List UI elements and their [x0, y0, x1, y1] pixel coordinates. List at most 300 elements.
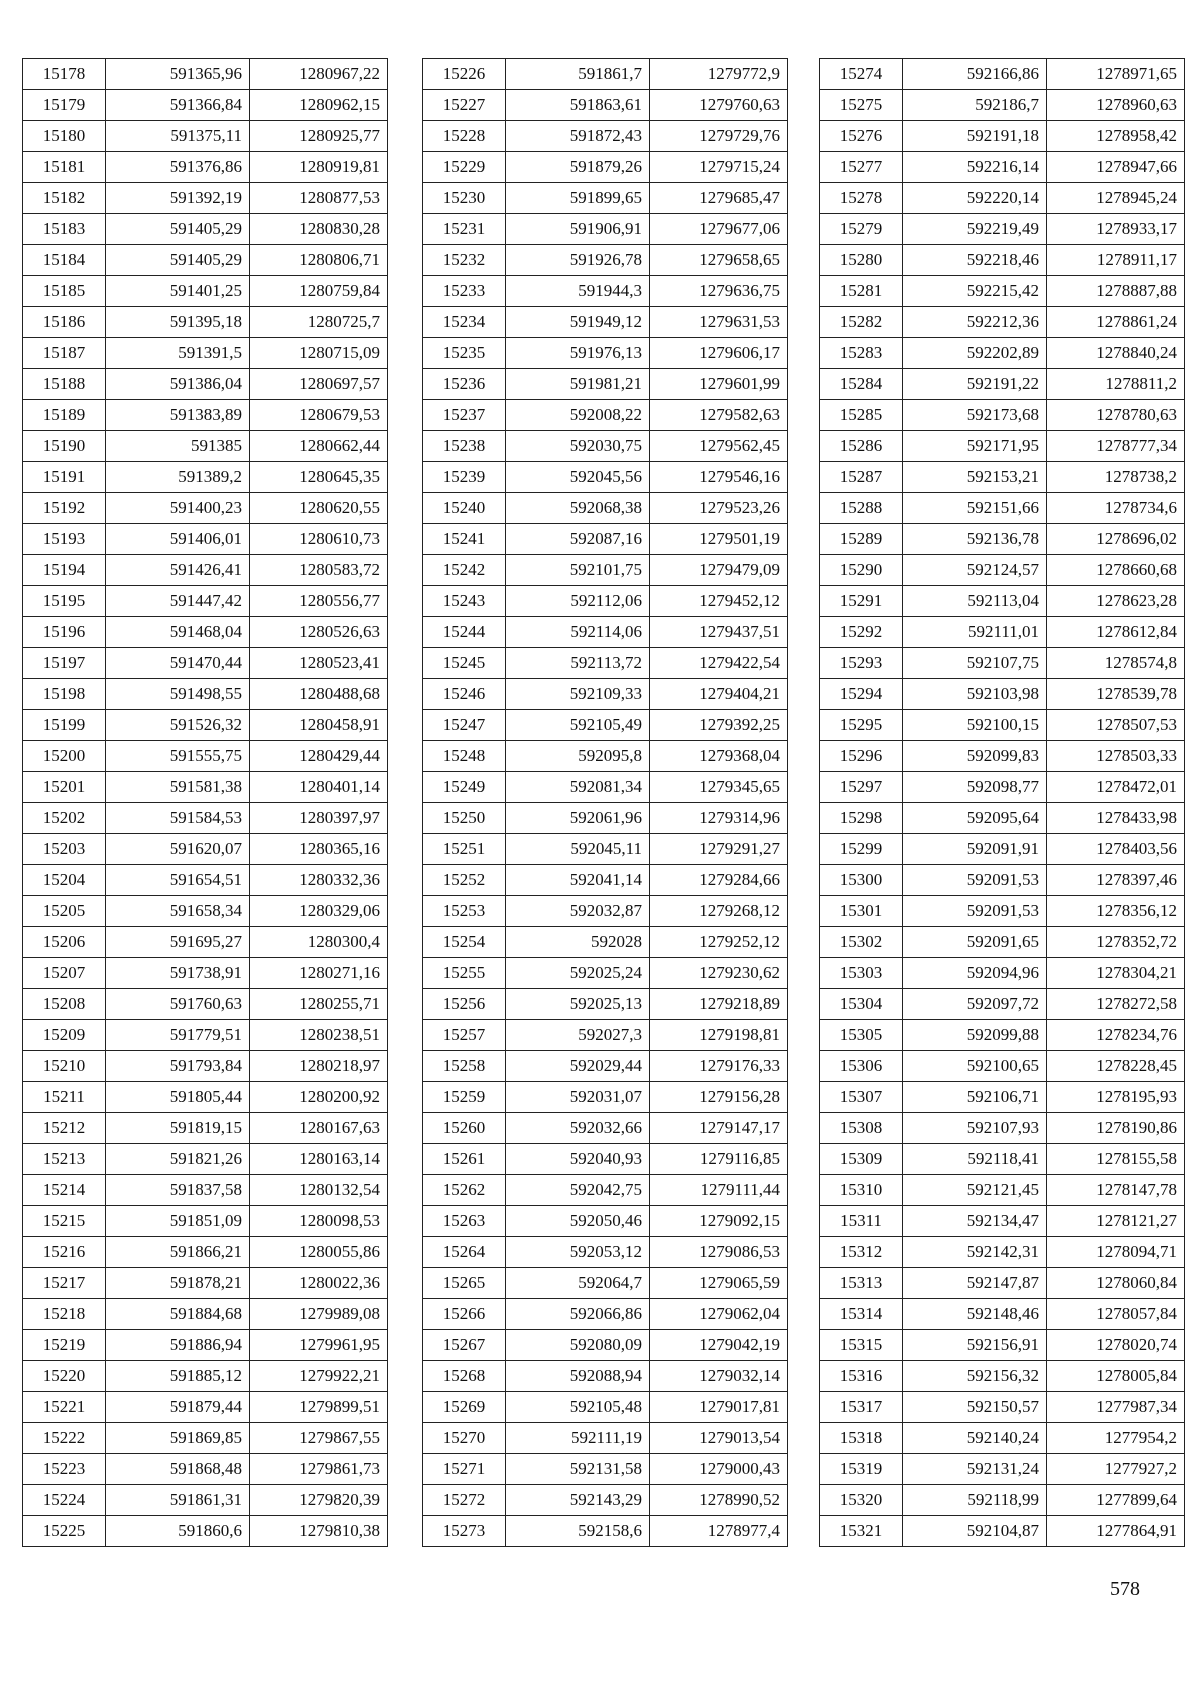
x-coordinate-cell: 592029,44: [506, 1051, 650, 1082]
x-coordinate-cell: 592040,93: [506, 1144, 650, 1175]
point-number-cell: 15197: [23, 648, 106, 679]
y-coordinate-cell: 1277927,2: [1047, 1454, 1185, 1485]
y-coordinate-cell: 1280098,53: [250, 1206, 388, 1237]
table-row: [820, 1175, 1185, 1206]
y-coordinate-cell: 1280662,44: [250, 431, 388, 462]
y-coordinate-cell: 1280715,09: [250, 338, 388, 369]
table-row: [423, 1268, 788, 1299]
y-coordinate-cell: 1279989,08: [250, 1299, 388, 1330]
x-coordinate-cell: 592061,96: [506, 803, 650, 834]
y-coordinate-cell: 1279111,44: [650, 1175, 788, 1206]
y-coordinate-cell: 1278433,98: [1047, 803, 1185, 834]
x-coordinate-cell: 591868,48: [106, 1454, 250, 1485]
point-number-cell: 15221: [23, 1392, 106, 1423]
point-number-cell: 15275: [820, 90, 903, 121]
x-coordinate-cell: 591760,63: [106, 989, 250, 1020]
y-coordinate-cell: 1280238,51: [250, 1020, 388, 1051]
table-row: [23, 1082, 388, 1113]
point-number-cell: 15208: [23, 989, 106, 1020]
point-number-cell: 15310: [820, 1175, 903, 1206]
point-number-cell: 15319: [820, 1454, 903, 1485]
y-coordinate-cell: 1279562,45: [650, 431, 788, 462]
table-row: [23, 1144, 388, 1175]
point-number-cell: 15194: [23, 555, 106, 586]
table-row: [820, 1299, 1185, 1330]
table-row: [23, 90, 388, 121]
table-row: [23, 927, 388, 958]
point-number-cell: 15227: [423, 90, 506, 121]
table-row: [820, 1330, 1185, 1361]
point-number-cell: 15191: [23, 462, 106, 493]
y-coordinate-cell: 1280365,16: [250, 834, 388, 865]
point-number-cell: 15262: [423, 1175, 506, 1206]
y-coordinate-cell: 1280610,73: [250, 524, 388, 555]
point-number-cell: 15211: [23, 1082, 106, 1113]
x-coordinate-cell: 592100,65: [903, 1051, 1047, 1082]
y-coordinate-cell: 1279116,85: [650, 1144, 788, 1175]
point-number-cell: 15291: [820, 586, 903, 617]
x-coordinate-cell: 591405,29: [106, 245, 250, 276]
coordinate-table-1: [22, 58, 388, 1547]
table-row: [820, 276, 1185, 307]
x-coordinate-cell: 592097,72: [903, 989, 1047, 1020]
y-coordinate-cell: 1278397,46: [1047, 865, 1185, 896]
table-row: [820, 1082, 1185, 1113]
y-coordinate-cell: 1279437,51: [650, 617, 788, 648]
y-coordinate-cell: 1280132,54: [250, 1175, 388, 1206]
y-coordinate-cell: 1278840,24: [1047, 338, 1185, 369]
x-coordinate-cell: 591926,78: [506, 245, 650, 276]
point-number-cell: 15308: [820, 1113, 903, 1144]
table-row: [23, 183, 388, 214]
x-coordinate-cell: 591793,84: [106, 1051, 250, 1082]
table-row: [23, 648, 388, 679]
point-number-cell: 15228: [423, 121, 506, 152]
y-coordinate-cell: 1278612,84: [1047, 617, 1185, 648]
table-row: [820, 524, 1185, 555]
y-coordinate-cell: 1279000,43: [650, 1454, 788, 1485]
x-coordinate-cell: 592081,34: [506, 772, 650, 803]
y-coordinate-cell: 1280830,28: [250, 214, 388, 245]
point-number-cell: 15296: [820, 741, 903, 772]
y-coordinate-cell: 1279601,99: [650, 369, 788, 400]
x-coordinate-cell: 591555,75: [106, 741, 250, 772]
point-number-cell: 15178: [23, 59, 106, 90]
point-number-cell: 15206: [23, 927, 106, 958]
table-row: [820, 1361, 1185, 1392]
x-coordinate-cell: 591401,25: [106, 276, 250, 307]
table-row: [820, 679, 1185, 710]
x-coordinate-cell: 591879,44: [106, 1392, 250, 1423]
point-number-cell: 15251: [423, 834, 506, 865]
x-coordinate-cell: 591376,86: [106, 152, 250, 183]
x-coordinate-cell: 591620,07: [106, 834, 250, 865]
table-row: [23, 772, 388, 803]
y-coordinate-cell: 1278005,84: [1047, 1361, 1185, 1392]
table-row: [423, 369, 788, 400]
x-coordinate-cell: 592156,91: [903, 1330, 1047, 1361]
y-coordinate-cell: 1280962,15: [250, 90, 388, 121]
x-coordinate-cell: 591869,85: [106, 1423, 250, 1454]
y-coordinate-cell: 1280620,55: [250, 493, 388, 524]
table-row: [820, 834, 1185, 865]
y-coordinate-cell: 1278696,02: [1047, 524, 1185, 555]
x-coordinate-cell: 591861,7: [506, 59, 650, 90]
x-coordinate-cell: 592095,8: [506, 741, 650, 772]
x-coordinate-cell: 592113,04: [903, 586, 1047, 617]
point-number-cell: 15210: [23, 1051, 106, 1082]
y-coordinate-cell: 1280556,77: [250, 586, 388, 617]
table-row: [423, 276, 788, 307]
y-coordinate-cell: 1278780,63: [1047, 400, 1185, 431]
table-row: [820, 896, 1185, 927]
x-coordinate-cell: 592109,33: [506, 679, 650, 710]
x-coordinate-cell: 592111,19: [506, 1423, 650, 1454]
point-number-cell: 15269: [423, 1392, 506, 1423]
y-coordinate-cell: 1279422,54: [650, 648, 788, 679]
table-row: [23, 679, 388, 710]
y-coordinate-cell: 1279810,38: [250, 1516, 388, 1547]
x-coordinate-cell: 592095,64: [903, 803, 1047, 834]
x-coordinate-cell: 592142,31: [903, 1237, 1047, 1268]
table-row: [23, 493, 388, 524]
point-number-cell: 15280: [820, 245, 903, 276]
x-coordinate-cell: 592131,58: [506, 1454, 650, 1485]
table-row: [820, 1485, 1185, 1516]
y-coordinate-cell: 1279636,75: [650, 276, 788, 307]
x-coordinate-cell: 592148,46: [903, 1299, 1047, 1330]
point-number-cell: 15182: [23, 183, 106, 214]
x-coordinate-cell: 592124,57: [903, 555, 1047, 586]
point-number-cell: 15268: [423, 1361, 506, 1392]
x-coordinate-cell: 592105,48: [506, 1392, 650, 1423]
point-number-cell: 15233: [423, 276, 506, 307]
point-number-cell: 15281: [820, 276, 903, 307]
point-number-cell: 15315: [820, 1330, 903, 1361]
point-number-cell: 15189: [23, 400, 106, 431]
x-coordinate-cell: 592091,91: [903, 834, 1047, 865]
x-coordinate-cell: 591851,09: [106, 1206, 250, 1237]
y-coordinate-cell: 1280488,68: [250, 679, 388, 710]
table-row: [820, 1051, 1185, 1082]
y-coordinate-cell: 1279392,25: [650, 710, 788, 741]
table-row: [23, 214, 388, 245]
point-number-cell: 15229: [423, 152, 506, 183]
x-coordinate-cell: 592107,93: [903, 1113, 1047, 1144]
x-coordinate-cell: 592028: [506, 927, 650, 958]
y-coordinate-cell: 1279606,17: [650, 338, 788, 369]
point-number-cell: 15236: [423, 369, 506, 400]
table-row: [820, 1237, 1185, 1268]
y-coordinate-cell: 1280925,77: [250, 121, 388, 152]
x-coordinate-cell: 592053,12: [506, 1237, 650, 1268]
point-number-cell: 15259: [423, 1082, 506, 1113]
x-coordinate-cell: 592050,46: [506, 1206, 650, 1237]
point-number-cell: 15200: [23, 741, 106, 772]
table-row: [820, 617, 1185, 648]
table-row: [820, 245, 1185, 276]
table-row: [423, 679, 788, 710]
x-coordinate-cell: 592027,3: [506, 1020, 650, 1051]
x-coordinate-cell: 591976,13: [506, 338, 650, 369]
y-coordinate-cell: 1278195,93: [1047, 1082, 1185, 1113]
point-number-cell: 15187: [23, 338, 106, 369]
y-coordinate-cell: 1280218,97: [250, 1051, 388, 1082]
y-coordinate-cell: 1279368,04: [650, 741, 788, 772]
table-row: [23, 834, 388, 865]
point-number-cell: 15305: [820, 1020, 903, 1051]
y-coordinate-cell: 1279582,63: [650, 400, 788, 431]
y-coordinate-cell: 1280429,44: [250, 741, 388, 772]
table-row: [23, 338, 388, 369]
x-coordinate-cell: 591375,11: [106, 121, 250, 152]
y-coordinate-cell: 1279685,47: [650, 183, 788, 214]
point-number-cell: 15245: [423, 648, 506, 679]
y-coordinate-cell: 1278947,66: [1047, 152, 1185, 183]
x-coordinate-cell: 591468,04: [106, 617, 250, 648]
x-coordinate-cell: 591386,04: [106, 369, 250, 400]
y-coordinate-cell: 1278623,28: [1047, 586, 1185, 617]
point-number-cell: 15311: [820, 1206, 903, 1237]
table-row: [423, 1423, 788, 1454]
table-row: [23, 1423, 388, 1454]
point-number-cell: 15292: [820, 617, 903, 648]
x-coordinate-cell: 592212,36: [903, 307, 1047, 338]
table-row: [820, 59, 1185, 90]
x-coordinate-cell: 591944,3: [506, 276, 650, 307]
point-number-cell: 15263: [423, 1206, 506, 1237]
x-coordinate-cell: 592032,87: [506, 896, 650, 927]
y-coordinate-cell: 1279479,09: [650, 555, 788, 586]
point-number-cell: 15232: [423, 245, 506, 276]
x-coordinate-cell: 591878,21: [106, 1268, 250, 1299]
point-number-cell: 15225: [23, 1516, 106, 1547]
x-coordinate-cell: 591392,19: [106, 183, 250, 214]
x-coordinate-cell: 592121,45: [903, 1175, 1047, 1206]
table-row: [23, 1485, 388, 1516]
y-coordinate-cell: 1279062,04: [650, 1299, 788, 1330]
point-number-cell: 15216: [23, 1237, 106, 1268]
x-coordinate-cell: 591899,65: [506, 183, 650, 214]
point-number-cell: 15257: [423, 1020, 506, 1051]
y-coordinate-cell: 1278734,6: [1047, 493, 1185, 524]
point-number-cell: 15265: [423, 1268, 506, 1299]
point-number-cell: 15239: [423, 462, 506, 493]
table-row: [423, 896, 788, 927]
y-coordinate-cell: 1278094,71: [1047, 1237, 1185, 1268]
y-coordinate-cell: 1278057,84: [1047, 1299, 1185, 1330]
table-row: [423, 214, 788, 245]
table-row: [820, 865, 1185, 896]
x-coordinate-cell: 592186,7: [903, 90, 1047, 121]
x-coordinate-cell: 591581,38: [106, 772, 250, 803]
point-number-cell: 15309: [820, 1144, 903, 1175]
table-row: [423, 152, 788, 183]
point-number-cell: 15235: [423, 338, 506, 369]
point-number-cell: 15203: [23, 834, 106, 865]
x-coordinate-cell: 592087,16: [506, 524, 650, 555]
table-row: [423, 865, 788, 896]
table-row: [23, 1175, 388, 1206]
x-coordinate-cell: 591385: [106, 431, 250, 462]
y-coordinate-cell: 1278574,8: [1047, 648, 1185, 679]
table-row: [820, 586, 1185, 617]
table-row: [423, 1392, 788, 1423]
point-number-cell: 15285: [820, 400, 903, 431]
x-coordinate-cell: 592218,46: [903, 245, 1047, 276]
table-row: [423, 1144, 788, 1175]
y-coordinate-cell: 1280583,72: [250, 555, 388, 586]
table-row: [423, 1051, 788, 1082]
y-coordinate-cell: 1279268,12: [650, 896, 788, 927]
x-coordinate-cell: 592042,75: [506, 1175, 650, 1206]
x-coordinate-cell: 592173,68: [903, 400, 1047, 431]
point-number-cell: 15302: [820, 927, 903, 958]
table-row: [423, 121, 788, 152]
x-coordinate-cell: 591906,91: [506, 214, 650, 245]
x-coordinate-cell: 592140,24: [903, 1423, 1047, 1454]
x-coordinate-cell: 592098,77: [903, 772, 1047, 803]
x-coordinate-cell: 592150,57: [903, 1392, 1047, 1423]
y-coordinate-cell: 1279345,65: [650, 772, 788, 803]
point-number-cell: 15256: [423, 989, 506, 1020]
table-row: [423, 1454, 788, 1485]
table-row: [23, 896, 388, 927]
point-number-cell: 15254: [423, 927, 506, 958]
y-coordinate-cell: 1280329,06: [250, 896, 388, 927]
point-number-cell: 15238: [423, 431, 506, 462]
table-row: [423, 462, 788, 493]
x-coordinate-cell: 591879,26: [506, 152, 650, 183]
point-number-cell: 15195: [23, 586, 106, 617]
y-coordinate-cell: 1280055,86: [250, 1237, 388, 1268]
point-number-cell: 15271: [423, 1454, 506, 1485]
y-coordinate-cell: 1280332,36: [250, 865, 388, 896]
x-coordinate-cell: 592202,89: [903, 338, 1047, 369]
x-coordinate-cell: 592091,65: [903, 927, 1047, 958]
table-row: [820, 772, 1185, 803]
y-coordinate-cell: 1279715,24: [650, 152, 788, 183]
point-number-cell: 15193: [23, 524, 106, 555]
table-row: [423, 400, 788, 431]
point-number-cell: 15252: [423, 865, 506, 896]
point-number-cell: 15196: [23, 617, 106, 648]
point-number-cell: 15184: [23, 245, 106, 276]
y-coordinate-cell: 1280200,92: [250, 1082, 388, 1113]
table-row: [23, 1237, 388, 1268]
y-coordinate-cell: 1279501,19: [650, 524, 788, 555]
y-coordinate-cell: 1279147,17: [650, 1113, 788, 1144]
x-coordinate-cell: 592143,29: [506, 1485, 650, 1516]
point-number-cell: 15201: [23, 772, 106, 803]
x-coordinate-cell: 591886,94: [106, 1330, 250, 1361]
table-row: [423, 989, 788, 1020]
page-number: 578: [1110, 1578, 1140, 1600]
table-row: [23, 1361, 388, 1392]
point-number-cell: 15272: [423, 1485, 506, 1516]
x-coordinate-cell: 591654,51: [106, 865, 250, 896]
y-coordinate-cell: 1280271,16: [250, 958, 388, 989]
table-row: [820, 927, 1185, 958]
point-number-cell: 15188: [23, 369, 106, 400]
table-row: [820, 431, 1185, 462]
y-coordinate-cell: 1279092,15: [650, 1206, 788, 1237]
y-coordinate-cell: 1278403,56: [1047, 834, 1185, 865]
point-number-cell: 15312: [820, 1237, 903, 1268]
y-coordinate-cell: 1279760,63: [650, 90, 788, 121]
x-coordinate-cell: 592064,7: [506, 1268, 650, 1299]
point-number-cell: 15213: [23, 1144, 106, 1175]
table-row: [23, 400, 388, 431]
table-row: [23, 586, 388, 617]
point-number-cell: 15304: [820, 989, 903, 1020]
y-coordinate-cell: 1279013,54: [650, 1423, 788, 1454]
point-number-cell: 15270: [423, 1423, 506, 1454]
point-number-cell: 15186: [23, 307, 106, 338]
point-number-cell: 15209: [23, 1020, 106, 1051]
x-coordinate-cell: 591584,53: [106, 803, 250, 834]
table-row: [23, 710, 388, 741]
x-coordinate-cell: 592107,75: [903, 648, 1047, 679]
x-coordinate-cell: 592118,41: [903, 1144, 1047, 1175]
y-coordinate-cell: 1279899,51: [250, 1392, 388, 1423]
y-coordinate-cell: 1279042,19: [650, 1330, 788, 1361]
table-row: [23, 59, 388, 90]
table-row: [820, 493, 1185, 524]
y-coordinate-cell: 1280679,53: [250, 400, 388, 431]
table-row: [820, 1144, 1185, 1175]
point-number-cell: 15297: [820, 772, 903, 803]
x-coordinate-cell: 592112,06: [506, 586, 650, 617]
point-number-cell: 15317: [820, 1392, 903, 1423]
x-coordinate-cell: 592103,98: [903, 679, 1047, 710]
point-number-cell: 15226: [423, 59, 506, 90]
point-number-cell: 15240: [423, 493, 506, 524]
table-row: [820, 1268, 1185, 1299]
point-number-cell: 15204: [23, 865, 106, 896]
y-coordinate-cell: 1278147,78: [1047, 1175, 1185, 1206]
y-coordinate-cell: 1278933,17: [1047, 214, 1185, 245]
y-coordinate-cell: 1280919,81: [250, 152, 388, 183]
y-coordinate-cell: 1279156,28: [650, 1082, 788, 1113]
table-row: [23, 1299, 388, 1330]
point-number-cell: 15282: [820, 307, 903, 338]
table-row: [23, 741, 388, 772]
y-coordinate-cell: 1279452,12: [650, 586, 788, 617]
x-coordinate-cell: 592147,87: [903, 1268, 1047, 1299]
table-row: [820, 338, 1185, 369]
x-coordinate-cell: 592045,11: [506, 834, 650, 865]
x-coordinate-cell: 591365,96: [106, 59, 250, 90]
x-coordinate-cell: 592100,15: [903, 710, 1047, 741]
x-coordinate-cell: 592101,75: [506, 555, 650, 586]
x-coordinate-cell: 592106,71: [903, 1082, 1047, 1113]
point-number-cell: 15288: [820, 493, 903, 524]
y-coordinate-cell: 1280645,35: [250, 462, 388, 493]
point-number-cell: 15198: [23, 679, 106, 710]
x-coordinate-cell: 591861,31: [106, 1485, 250, 1516]
table-row: [423, 617, 788, 648]
x-coordinate-cell: 591400,23: [106, 493, 250, 524]
y-coordinate-cell: 1278960,63: [1047, 90, 1185, 121]
table-row: [23, 1330, 388, 1361]
x-coordinate-cell: 591389,2: [106, 462, 250, 493]
point-number-cell: 15231: [423, 214, 506, 245]
table-row: [820, 1113, 1185, 1144]
point-number-cell: 15300: [820, 865, 903, 896]
y-coordinate-cell: 1278503,33: [1047, 741, 1185, 772]
y-coordinate-cell: 1278352,72: [1047, 927, 1185, 958]
